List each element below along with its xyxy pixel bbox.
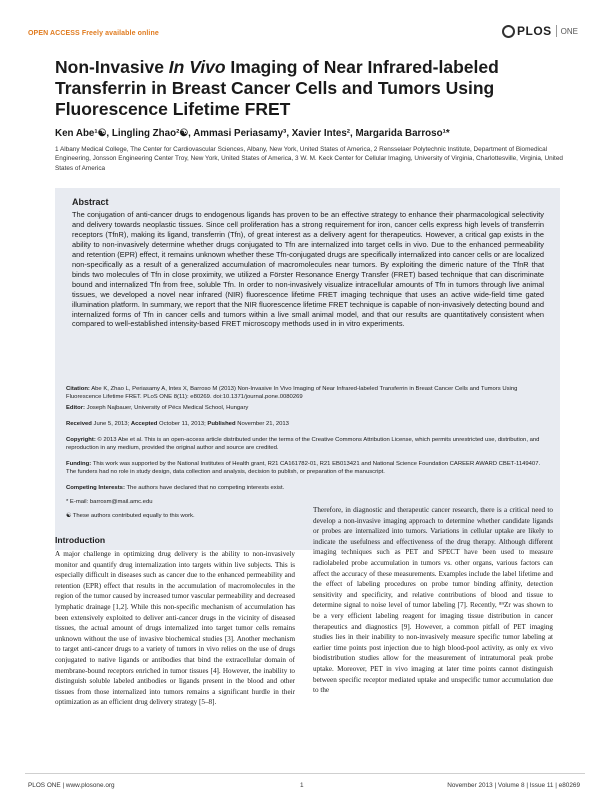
section-heading-introduction: Introduction <box>55 535 106 545</box>
copyright-block <box>66 436 551 452</box>
funding-text: This work was supported by the National Institutes of Health grant, R21 CA161782-01, R21 EB013421 and National Science Foundation CAREER AWARD CBET-1149407. The funders had no role in study design, data collection and analysis, decision to publish, or preparation of the manuscript. <box>66 461 541 476</box>
title-part-2: Imaging of Near Infrared-labeled Transferrin in Breast Cancer Cells and Tumors Using Fluorescence Lifetime FRET <box>55 57 499 119</box>
footer-rule <box>25 773 585 774</box>
open-access-label: OPEN ACCESS Freely available online <box>28 30 159 37</box>
open-access-banner <box>28 30 159 37</box>
intro-left-column: A major challenge in optimizing drug delivery is the ability to non-invasively monitor and quantify drug internalization into targets within live subjects. This is especially difficult in diseases such as cancer due to the enhanced permeability and retention (EPR) effect that results in the accumulation of macromolecules in the region of the tumor caused by increased tumor vascular permeability and decreased lymphatic drainage [1,2]. While this non-specific mechanism of accumulation has been extensively exploited to deliver anti-cancer drugs in the vicinity of diseased tissues, the actual amount of drugs internalized into target tumor cells remains unknown without the use of invasive biochemical studies [3]. Another mechanism to target anti-cancer drugs to a variety of tumors in vivo relies on the use of drugs conjugated to native ligands or antibodies that bind the extracellular domain of membrane-bound receptors enriched in tumor tissues [4]. However, the inability to distinguish soluble labeled antibodies or ligands present in the blood and other tissues from those internalized into tumors remains a significant hurdle in their optimization as an efficient drug delivery strategy [5–8]. <box>55 550 295 707</box>
intro-right-column: Therefore, in diagnostic and therapeutic cancer research, there is a critical need to develop a non-invasive imaging approach to determine whether candidate ligands or probes are internalized into tumors. Variations in cellular uptake are likely to indicate the usefulness and effectiveness of the drug therapy. Although different imaging techniques such as PET and SPECT have been used to measure radiolabeled probe accumulation in tumors vs. other organs, various factors can affect the accuracy of these measurements. Examples include the label lifetime and the effect of labeling procedures on probe tumor binding affinity, detection sensitivity and specificity, and relative contributions of blood and tissue to determine signal to noise level of tumor labeling [7]. Recently, ⁸⁹Zr was shown to be a very efficient labeling reagent for imaging tissue distribution in cancer therapeutics and diagnostics [9]. However, a common pitfall of PET imaging studies lies in their inability to non-invasively measure specific tumor labeling at earlier time points post injection due to high blood-pool activity, as only ex vivo biodistribution studies allow for the measurement of intratumoral peak probe uptake. Moreover, PET in vivo imaging at later time points cannot distinguish between specific receptor mediated uptake and unspecific tumor accumulation due to the <box>313 506 553 695</box>
footer-issue: November 2013 | Volume 8 | Issue 11 | e80269 <box>447 782 580 789</box>
editor-block <box>66 404 551 412</box>
accepted-date: October 11, 2013; <box>159 421 206 427</box>
editor-text: Joseph Najbauer, University of Pécs Medical School, Hungary <box>86 405 249 411</box>
footer-page-number: 1 <box>300 782 304 789</box>
copyright-text: © 2013 Abe et al. This is an open-access article distributed under the terms of the Creative Commons Attribution License, which permits unrestricted use, distribution, and reproduction in any medium, provided the original author and source are credited. <box>66 437 540 452</box>
dates-block <box>66 420 551 428</box>
title-italic: In Vivo <box>168 57 226 77</box>
equal-contribution-note: ☯ These authors contributed equally to this work. <box>66 513 195 519</box>
citation-label: Citation: <box>66 386 90 392</box>
journal-name: PLOS <box>516 24 552 38</box>
accepted-label: Accepted <box>130 421 158 427</box>
journal-sub: ONE <box>560 26 578 36</box>
email-line: * E-mail: barrosm@mail.amc.edu <box>66 499 153 505</box>
competing-label: Competing Interests: <box>66 485 125 491</box>
published-date: November 21, 2013 <box>237 421 289 427</box>
received-label: Received <box>66 421 92 427</box>
competing-block <box>66 484 551 492</box>
article-title <box>55 57 555 120</box>
journal-logo <box>502 24 578 38</box>
footer-journal: PLOS ONE | www.plosone.org <box>28 782 115 789</box>
funding-block <box>66 460 551 476</box>
received-date: June 5, 2013; <box>93 421 130 427</box>
abstract-heading: Abstract <box>72 197 109 207</box>
logo-divider <box>556 25 557 37</box>
published-label: Published <box>207 421 236 427</box>
competing-text: The authors have declared that no competing interests exist. <box>126 485 285 491</box>
copyright-label: Copyright: <box>66 437 96 443</box>
funding-label: Funding: <box>66 461 92 467</box>
author-list: Ken Abe¹☯, Lingling Zhao²☯, Ammasi Periasamy³, Xavier Intes², Margarida Barroso¹* <box>55 128 450 139</box>
citation-block <box>66 385 551 401</box>
title-part-1: Non-Invasive <box>55 57 169 77</box>
citation-text: Abe K, Zhao L, Periasamy A, Intes X, Barroso M (2013) Non-Invasive In Vivo Imaging of Near Infrared-labeled Transferrin in Breast Cancer Cells and Tumors Using Fluorescence Lifetime FRET. PLoS ONE 8(11): e80269. doi:10.1371/journal.pone.0080269 <box>66 386 518 401</box>
plos-globe-icon <box>502 25 515 38</box>
editor-label: Editor: <box>66 405 85 411</box>
abstract-text: The conjugation of anti-cancer drugs to endogenous ligands has proven to be an effective strategy to enhance their pharmacological selectivity and delivery towards neoplastic tissues. Since cell proliferation has a strong requirement for iron, cancer cells express high levels of transferrin receptors (TfnR), making its ligand, transferrin (Tfn), of great interest as a delivery agent for therapeutics. However, a critical gap exists in the ability to non-invasively determine whether drugs conjugated to Tfn are internalized into target cells in vivo. Due to the enhanced permeability and retention (EPR) effect, it remains unknown whether these Tfn-conjugated drugs are specifically internalized into cancer cells or are localized non-specifically as a result of a generalized accumulation of macromolecules near tumors. By exploiting the dimeric nature of the TfnR that binds two molecules of Tfn in close proximity, we utilized a Förster Resonance Energy Transfer (FRET) based technique that can discriminate bound and internalized Tfn from free, soluble Tfn. In order to non-invasively visualize intracellular amounts of Tfn in tumors through live animal tissues, we developed a novel near infrared (NIR) fluorescence lifetime FRET imaging technique that uses an active wide-field time gated illumination platform. In summary, we report that the NIR fluorescence lifetime FRET technique is capable of non-invasively detecting bound and internalized forms of Tfn in cancer cells and tumors within a live small animal model, and that our results are quantitatively consistent when compared to well-established intensity-based FRET microscopy methods used in in vitro experiments. <box>72 210 544 329</box>
affiliations: 1 Albany Medical College, The Center for Cardiovascular Sciences, Albany, New York, United States of America, 2 Rensselaer Polytechnic Institute, Department of Biomedical Engineering, Jonsson Engineering Center Troy, New York, United States of America, 3 W. M. Keck Center for Cellular Imaging, University of Virginia, Charlottesville, Virginia, United States of America <box>55 146 563 172</box>
